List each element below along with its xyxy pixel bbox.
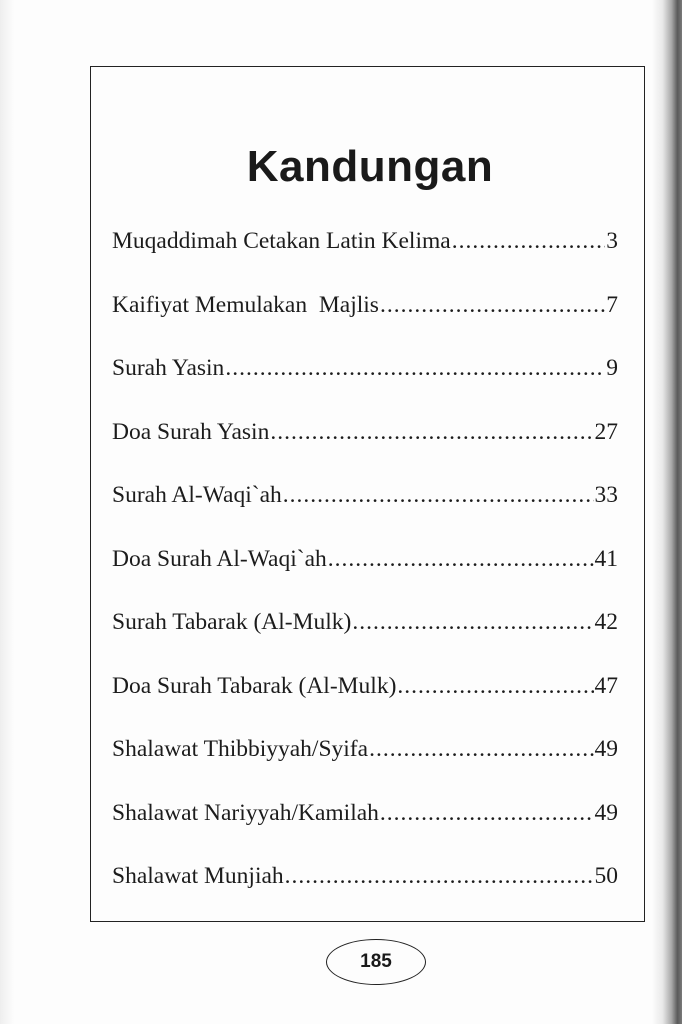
toc-entry-doa-surah-tabarak[interactable] [112, 673, 618, 737]
toc-entry-title: Doa Surah Tabarak (Al-Mulk) [112, 672, 397, 699]
toc-leader-dots [283, 482, 594, 509]
toc-entry-kaifiyat[interactable] [112, 292, 618, 356]
page-title: Kandungan [246, 142, 494, 191]
toc-entry-doa-surah-yasin[interactable] [112, 419, 618, 483]
toc-entry-page: 9 [606, 355, 618, 381]
toc-entry-title: Doa Surah Yasin [112, 418, 270, 445]
toc-entry-title: Shalawat Munjiah [112, 863, 284, 889]
page-number-badge: 185 [326, 939, 426, 985]
toc-entry-surah-yasin[interactable] [112, 355, 618, 419]
toc-entry-title: Surah Yasin [112, 355, 225, 381]
toc-entry-title: Surah Al-Waqi`ah [112, 482, 282, 508]
toc-entry-page: 27 [594, 418, 618, 445]
toc-entry-title: Doa Surah Al-Waqi`ah [112, 545, 327, 572]
toc-entry-page: 50 [594, 863, 618, 889]
toc-entry-muqaddimah[interactable] [112, 228, 618, 292]
toc-entry-page: 49 [594, 799, 618, 826]
toc-entry-doa-surah-al-waqiah[interactable] [112, 546, 618, 610]
toc-entry-page: 49 [594, 736, 618, 762]
toc-entry-title: Muqaddimah Cetakan Latin Kelima [112, 228, 451, 254]
toc-entry-surah-al-waqiah[interactable] [112, 482, 618, 546]
toc-leader-dots [397, 673, 593, 700]
toc-entry-title: Kaifiyat Memulakan Majlis [112, 291, 379, 318]
toc-entry-surah-tabarak[interactable] [112, 609, 618, 673]
toc-entry-page: 3 [606, 228, 618, 254]
toc-entry-title: Shalawat Thibbiyyah/Syifa [112, 736, 369, 762]
toc-leader-dots [270, 419, 593, 446]
toc-entry-page: 47 [594, 672, 618, 699]
toc-entry-shalawat-thibbiyyah[interactable] [112, 736, 618, 800]
table-of-contents [112, 228, 618, 927]
toc-leader-dots [352, 609, 593, 636]
toc-leader-dots [328, 546, 594, 573]
toc-entry-page: 33 [594, 482, 618, 508]
toc-entry-shalawat-nariyyah[interactable] [112, 800, 618, 864]
toc-entry-page: 42 [594, 609, 618, 635]
toc-entry-page: 7 [606, 291, 618, 318]
toc-leader-dots [225, 355, 605, 382]
toc-leader-dots [452, 228, 606, 255]
toc-leader-dots [380, 292, 605, 319]
toc-leader-dots [380, 800, 594, 827]
toc-entry-page: 41 [594, 545, 618, 572]
toc-entry-title: Shalawat Nariyyah/Kamilah [112, 799, 379, 826]
toc-leader-dots [369, 736, 593, 763]
toc-leader-dots [285, 863, 594, 890]
toc-entry-shalawat-munjiah[interactable] [112, 863, 618, 927]
toc-entry-title: Surah Tabarak (Al-Mulk) [112, 609, 352, 635]
